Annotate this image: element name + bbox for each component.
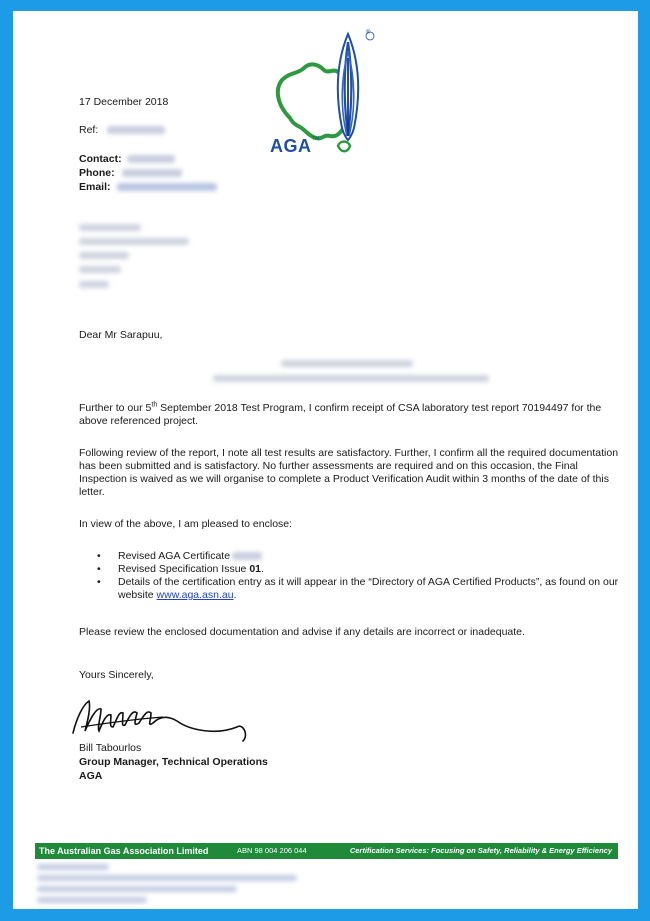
- phone-line: [79, 167, 182, 180]
- footer-tagline: Certification Services: Focusing on Safety, Reliability & Energy Efficiency: [349, 846, 612, 855]
- bullet-specification: Revised Specification Issue: [118, 563, 250, 575]
- para1-superscript: th: [151, 401, 158, 409]
- phone-label: Phone:: [79, 167, 115, 179]
- phone-redacted: [122, 169, 182, 177]
- list-item: • Details of the certification entry as it will appear in the “Directory of AGA Certified Products”, as found on our website www.aga.asn.au.: [95, 576, 625, 602]
- bullet-directory: Details of the certification entry as it will appear in the “Directory of AGA Certified Products”, as found on our website: [118, 576, 619, 601]
- salutation: Dear Mr Sarapuu,: [79, 329, 163, 341]
- ref-label: Ref:: [79, 124, 99, 136]
- para1-start: Further to our 5: [79, 402, 152, 414]
- closing: Yours Sincerely,: [79, 669, 154, 681]
- footer-bar: [35, 843, 618, 859]
- paragraph-enclose: In view of the above, I am pleased to enclose:: [79, 518, 293, 530]
- email-redacted: [117, 183, 217, 191]
- logo-registered-mark: ®: [366, 30, 371, 36]
- letter-page: [13, 11, 638, 909]
- specification-issue-number: 01: [249, 563, 262, 575]
- email-label: Email:: [79, 181, 111, 193]
- enclosure-list: [95, 550, 625, 602]
- website-link[interactable]: www.aga.asn.au: [156, 589, 234, 601]
- aga-logo: [268, 28, 378, 168]
- ref-line: [79, 124, 165, 137]
- email-line: [79, 181, 217, 194]
- list-item: [95, 550, 625, 563]
- logo-trademark: TM: [312, 136, 320, 142]
- signer-organisation: AGA: [79, 770, 103, 782]
- footer-org-name: The Australian Gas Association Limited: [39, 846, 209, 856]
- contact-label: Contact:: [79, 153, 122, 165]
- paragraph-review-request: Please review the enclosed documentation and advise if any details are incorrect or inadequate.: [79, 626, 525, 638]
- certificate-number-redacted: [232, 552, 262, 560]
- contact-redacted: [127, 155, 175, 163]
- paragraph-test-report: [79, 402, 619, 428]
- footer-abn: ABN 98 004 206 044: [237, 846, 307, 855]
- para1-end: September 2018 Test Program, I confirm receipt of CSA laboratory test report 70194497 for the above referenced project.: [79, 402, 602, 427]
- list-item: • Revised Specification Issue 01.: [95, 563, 625, 576]
- signature: [67, 687, 257, 747]
- letter-date: 17 December 2018: [79, 96, 169, 108]
- contact-line: [79, 153, 175, 166]
- signer-title: Group Manager, Technical Operations: [79, 756, 268, 768]
- paragraph-review: Following review of the report, I note all test results are satisfactory. Further, I confirm all the required documentation has been submitted and is satisfactory. No further assessments are required and on this occasion, the Final Inspection is waived as we will organise to complete a Product Verification Audit within 3 months of the date of this letter.: [79, 447, 619, 498]
- ref-redacted: [107, 126, 165, 134]
- signer-name: Bill Tabourlos: [79, 742, 142, 754]
- logo-wordmark: AGA: [270, 136, 312, 156]
- bullet-certificate: Revised AGA Certificate: [118, 550, 231, 562]
